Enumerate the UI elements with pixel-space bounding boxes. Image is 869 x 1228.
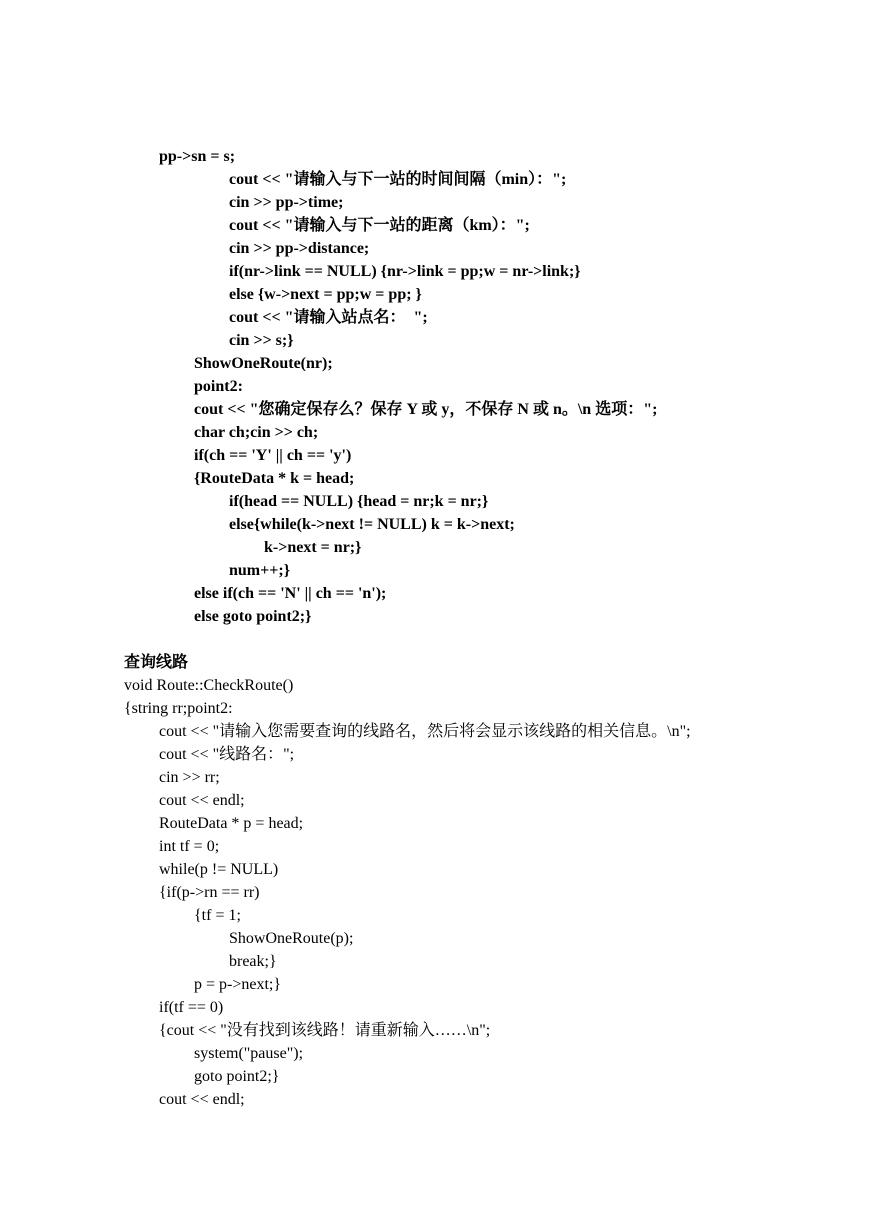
code-line: cout << "请输入与下一站的时间间隔（min）："; <box>229 171 567 188</box>
code-listing <box>0 145 869 1111</box>
code-line: RouteData * p = head; <box>159 815 304 832</box>
code-line: cout << "请输入您需要查询的线路名，然后将会显示该线路的相关信息。\n"; <box>159 723 691 740</box>
code-line: {tf = 1; <box>194 907 241 924</box>
code-line: cout << "您确定保存么？保存 Y 或 y，不保存 N 或 n。\n 选项："; <box>194 401 658 418</box>
code-line: cin >> rr; <box>159 769 220 786</box>
code-line: ShowOneRoute(nr); <box>194 355 333 372</box>
code-line: p = p->next;} <box>194 976 282 993</box>
code-line: if(ch == 'Y' || ch == 'y') <box>194 447 352 464</box>
code-line: {string rr;point2: <box>124 700 233 717</box>
code-line: cout << endl; <box>159 1091 245 1108</box>
code-line: else{while(k->next != NULL) k = k->next; <box>229 516 515 533</box>
code-line: num++;} <box>229 562 290 579</box>
code-line: else goto point2;} <box>194 608 312 625</box>
code-line: cin >> s;} <box>229 332 294 349</box>
code-line: system("pause"); <box>194 1045 304 1062</box>
blank-line <box>0 628 869 651</box>
code-line: if(nr->link == NULL) {nr->link = pp;w = nr->link;} <box>229 263 581 280</box>
code-line: {cout << "没有找到该线路！请重新输入……\n"; <box>159 1022 491 1039</box>
code-line: break;} <box>229 953 277 970</box>
code-line: {RouteData * k = head; <box>194 470 355 487</box>
code-line: int tf = 0; <box>159 838 220 855</box>
code-line: char ch;cin >> ch; <box>194 424 319 441</box>
code-line: pp->sn = s; <box>159 148 236 165</box>
section-heading: 查询线路 <box>124 654 189 671</box>
code-line: cout << "线路名："; <box>159 746 295 763</box>
code-line: else if(ch == 'N' || ch == 'n'); <box>194 585 387 602</box>
code-line: goto point2;} <box>194 1068 280 1085</box>
code-line: if(head == NULL) {head = nr;k = nr;} <box>229 493 489 510</box>
code-line: point2: <box>194 378 243 395</box>
code-line: if(tf == 0) <box>159 999 224 1016</box>
code-line: while(p != NULL) <box>159 861 279 878</box>
code-line: void Route::CheckRoute() <box>124 677 294 694</box>
code-line: cout << "请输入站点名： "; <box>229 309 428 326</box>
code-line: else {w->next = pp;w = pp; } <box>229 286 422 303</box>
code-line: cin >> pp->time; <box>229 194 344 211</box>
code-line: cin >> pp->distance; <box>229 240 370 257</box>
code-line: cout << endl; <box>159 792 245 809</box>
code-line: k->next = nr;} <box>264 539 362 556</box>
code-line: {if(p->rn == rr) <box>159 884 260 901</box>
code-line: ShowOneRoute(p); <box>229 930 354 947</box>
code-line: cout << "请输入与下一站的距离（km）："; <box>229 217 530 234</box>
